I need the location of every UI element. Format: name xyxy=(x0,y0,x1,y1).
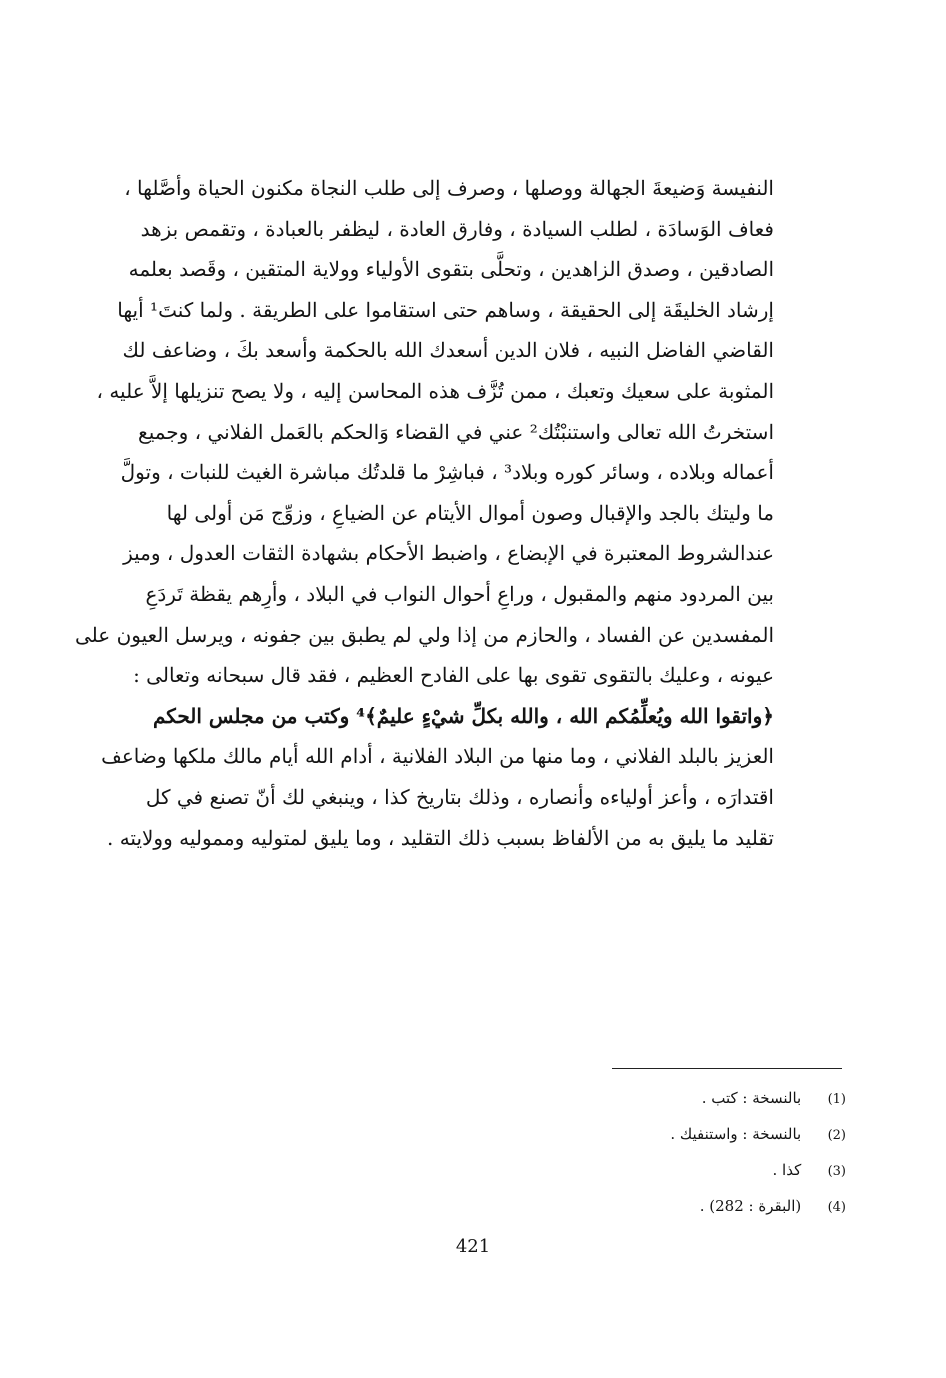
footnote-item xyxy=(486,1188,846,1224)
page-number: 421 xyxy=(455,1236,491,1257)
text-line: الصادقين ، وصدق الزاهدين ، وتحلَّى بتقوى الأولياء وولاية المتقين ، وقَصد بعلمه xyxy=(128,257,774,282)
footnote-text: بالنسخة : كتب . xyxy=(701,1089,802,1107)
text-line: فعاف الوَسادَة ، لطلب السيادة ، وفارق العادة ، ليظفر بالعبادة ، وتقمص بزهد xyxy=(140,216,774,241)
text-line: إرشاد الخليقَة إلى الحقيقة ، وساهم حتى استقاموا على الطريقة . ولما كنتَ¹ أيها xyxy=(117,297,774,322)
text-line: ما وليتك بالجد والإقبال وصون أموال الأيتام عن الضياعِ ، وزوِّج مَن أولى لها xyxy=(166,500,774,525)
footnote-text: (البقرة : 282) . xyxy=(699,1197,802,1215)
text-line: بين المردود منهم والمقبول ، وراعِ أحوال النواب في البلاد ، وأرِهم يقظة تَردَعِ xyxy=(145,581,774,606)
text-line: استخرتُ الله تعالى واستنبْتُك² عني في القضاء وَالحكم بالعَمل الفلاني ، وجميع xyxy=(138,419,774,444)
footnote-number: (3) xyxy=(827,1164,846,1179)
footnote-item xyxy=(486,1116,846,1152)
footnote-text: بالنسخة : واستنفيك . xyxy=(670,1125,802,1143)
footnote-item xyxy=(486,1080,846,1116)
text-line: تقليد ما يليق به من الألفاظ بسبب ذلك التقليد ، وما يليق لمتوليه ومموليه وولايته . xyxy=(106,825,774,850)
text-line: القاضي الفاضل النبيه ، فلان الدين أسعدك الله بالحكمة وأسعد بكَ ، وضاعف لك xyxy=(122,338,774,363)
text-line: المثوبة على سعيك وتعبك ، ممن تُزَّف هذه المحاسن إليه ، ولا يصح تنزيلها إلاَّ عليه ، xyxy=(96,378,774,403)
footnote-number: (2) xyxy=(827,1128,846,1143)
text-line: النفيسة وَضيعةَ الجهالة ووصلها ، وصرف إلى طلب النجاة مكنون الحياة وأصَّلها ، xyxy=(124,176,774,200)
text-line: اقتدارَه ، وأعز أولياءه وأنصاره ، وذلك بتاريخ كذا ، وينبغي لك أنّ تصنع في كل xyxy=(145,784,774,809)
text-line: أعماله وبلاده ، وسائر كوره وبلاد³ ، فباشِرْ ما قلدتُك مباشرة الغيث للنبات ، وتولَّ xyxy=(120,460,774,485)
main-text-block xyxy=(75,168,774,858)
footnote-number: (4) xyxy=(827,1200,846,1215)
text-line: عندالشروط المعتبرة في الإبضاع ، واضبط الأحكام بشهادة الثقات العدول ، وميز xyxy=(123,541,774,566)
footnote-number: (1) xyxy=(827,1092,846,1107)
text-line: العزيز بالبلد الفلاني ، وما منها من البلاد الفلانية ، أدام الله أيام مالك ملكها وضاعف xyxy=(101,744,774,769)
footnote-text: كذا . xyxy=(772,1161,802,1179)
footnote-divider xyxy=(612,1068,842,1069)
quran-verse-line: ﴿واتقوا الله ويُعلِّمُكم الله ، والله بكلِّ شيْءٍ عليمٌ﴾⁴ وكتب من مجلس الحكم xyxy=(152,703,774,728)
text-line: عيونه ، وعليك بالتقوى تقوى بها على الفادح العظيم ، فقد قال سبحانه وتعالى : xyxy=(133,663,774,688)
text-line: المفسدين عن الفساد ، والحازم من إذا ولي لم يطبق بين جفونه ، ويرسل العيون على xyxy=(75,622,774,647)
footnotes-list xyxy=(486,1080,846,1224)
footnote-item xyxy=(486,1152,846,1188)
